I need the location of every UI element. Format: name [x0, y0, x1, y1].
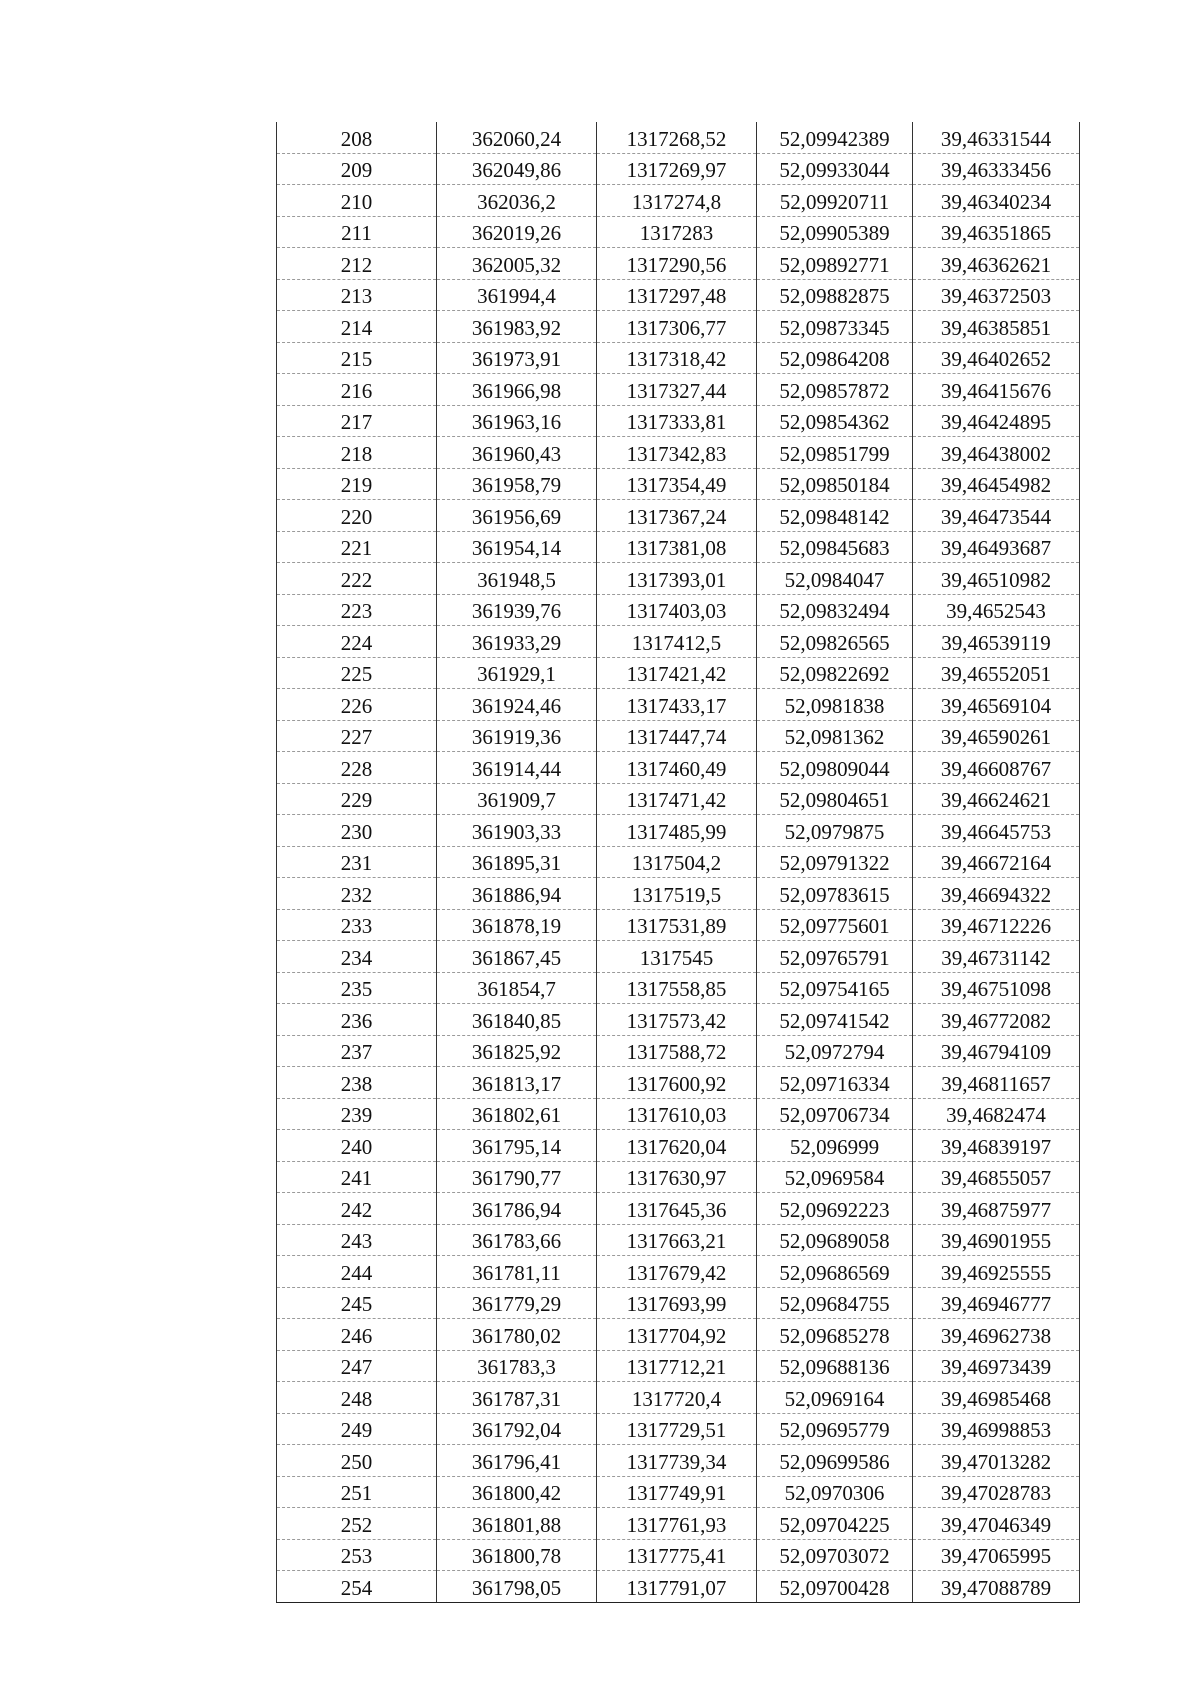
longitude-cell: 39,46712226: [913, 909, 1080, 941]
y-coordinate-cell: 1317269,97: [597, 153, 757, 185]
y-coordinate-cell: 1317403,03: [597, 594, 757, 626]
x-coordinate-cell: 361963,16: [437, 405, 597, 437]
latitude-cell: 52,09848142: [757, 500, 913, 532]
latitude-cell: 52,09851799: [757, 437, 913, 469]
x-coordinate-cell: 361914,44: [437, 752, 597, 784]
longitude-cell: 39,46794109: [913, 1035, 1080, 1067]
latitude-cell: 52,0969164: [757, 1382, 913, 1414]
x-coordinate-cell: 361795,14: [437, 1130, 597, 1162]
latitude-cell: 52,09775601: [757, 909, 913, 941]
longitude-cell: 39,46624621: [913, 783, 1080, 815]
latitude-cell: 52,09741542: [757, 1004, 913, 1036]
x-coordinate-cell: 361956,69: [437, 500, 597, 532]
longitude-cell: 39,46608767: [913, 752, 1080, 784]
x-coordinate-cell: 361973,91: [437, 342, 597, 374]
table-row: [277, 153, 1080, 185]
latitude-cell: 52,09892771: [757, 248, 913, 280]
x-coordinate-cell: 361958,79: [437, 468, 597, 500]
longitude-cell: 39,46385851: [913, 311, 1080, 343]
table-row: [277, 1445, 1080, 1477]
point-number-cell: 239: [277, 1098, 437, 1130]
y-coordinate-cell: 1317318,42: [597, 342, 757, 374]
point-number-cell: 227: [277, 720, 437, 752]
y-coordinate-cell: 1317460,49: [597, 752, 757, 784]
table-row: [277, 122, 1080, 153]
point-number-cell: 219: [277, 468, 437, 500]
point-number-cell: 229: [277, 783, 437, 815]
point-number-cell: 235: [277, 972, 437, 1004]
point-number-cell: 224: [277, 626, 437, 658]
x-coordinate-cell: 361909,7: [437, 783, 597, 815]
longitude-cell: 39,46415676: [913, 374, 1080, 406]
y-coordinate-cell: 1317283: [597, 216, 757, 248]
x-coordinate-cell: 361779,29: [437, 1287, 597, 1319]
y-coordinate-cell: 1317620,04: [597, 1130, 757, 1162]
x-coordinate-cell: 361867,45: [437, 941, 597, 973]
latitude-cell: 52,09706734: [757, 1098, 913, 1130]
latitude-cell: 52,09804651: [757, 783, 913, 815]
table-row: [277, 500, 1080, 532]
longitude-cell: 39,47046349: [913, 1508, 1080, 1540]
latitude-cell: 52,09933044: [757, 153, 913, 185]
point-number-cell: 253: [277, 1539, 437, 1571]
x-coordinate-cell: 361800,42: [437, 1476, 597, 1508]
latitude-cell: 52,09703072: [757, 1539, 913, 1571]
point-number-cell: 225: [277, 657, 437, 689]
x-coordinate-cell: 361933,29: [437, 626, 597, 658]
longitude-cell: 39,46438002: [913, 437, 1080, 469]
x-coordinate-cell: 361786,94: [437, 1193, 597, 1225]
x-coordinate-cell: 361903,33: [437, 815, 597, 847]
y-coordinate-cell: 1317679,42: [597, 1256, 757, 1288]
y-coordinate-cell: 1317693,99: [597, 1287, 757, 1319]
table-row: [277, 783, 1080, 815]
x-coordinate-cell: 361966,98: [437, 374, 597, 406]
longitude-cell: 39,46362621: [913, 248, 1080, 280]
longitude-cell: 39,46901955: [913, 1224, 1080, 1256]
table-row: [277, 1476, 1080, 1508]
latitude-cell: 52,09695779: [757, 1413, 913, 1445]
y-coordinate-cell: 1317791,07: [597, 1571, 757, 1603]
y-coordinate-cell: 1317761,93: [597, 1508, 757, 1540]
latitude-cell: 52,09716334: [757, 1067, 913, 1099]
y-coordinate-cell: 1317485,99: [597, 815, 757, 847]
latitude-cell: 52,09754165: [757, 972, 913, 1004]
point-number-cell: 237: [277, 1035, 437, 1067]
y-coordinate-cell: 1317471,42: [597, 783, 757, 815]
table-row: [277, 342, 1080, 374]
longitude-cell: 39,46925555: [913, 1256, 1080, 1288]
table-row: [277, 846, 1080, 878]
table-row: [277, 1224, 1080, 1256]
latitude-cell: 52,0970306: [757, 1476, 913, 1508]
table-row: [277, 1539, 1080, 1571]
point-number-cell: 210: [277, 185, 437, 217]
longitude-cell: 39,46839197: [913, 1130, 1080, 1162]
table-row: [277, 1571, 1080, 1603]
table-row: [277, 248, 1080, 280]
table-row: [277, 1382, 1080, 1414]
table-row: [277, 437, 1080, 469]
y-coordinate-cell: 1317519,5: [597, 878, 757, 910]
latitude-cell: 52,09689058: [757, 1224, 913, 1256]
y-coordinate-cell: 1317412,5: [597, 626, 757, 658]
table-row: [277, 563, 1080, 595]
longitude-cell: 39,46645753: [913, 815, 1080, 847]
table-row: [277, 941, 1080, 973]
point-number-cell: 213: [277, 279, 437, 311]
point-number-cell: 211: [277, 216, 437, 248]
latitude-cell: 52,09864208: [757, 342, 913, 374]
y-coordinate-cell: 1317342,83: [597, 437, 757, 469]
y-coordinate-cell: 1317749,91: [597, 1476, 757, 1508]
longitude-cell: 39,46402652: [913, 342, 1080, 374]
latitude-cell: 52,09882875: [757, 279, 913, 311]
y-coordinate-cell: 1317433,17: [597, 689, 757, 721]
point-number-cell: 241: [277, 1161, 437, 1193]
point-number-cell: 249: [277, 1413, 437, 1445]
x-coordinate-cell: 361780,02: [437, 1319, 597, 1351]
x-coordinate-cell: 361840,85: [437, 1004, 597, 1036]
latitude-cell: 52,0981838: [757, 689, 913, 721]
y-coordinate-cell: 1317306,77: [597, 311, 757, 343]
latitude-cell: 52,09700428: [757, 1571, 913, 1603]
x-coordinate-cell: 361798,05: [437, 1571, 597, 1603]
point-number-cell: 228: [277, 752, 437, 784]
point-number-cell: 226: [277, 689, 437, 721]
x-coordinate-cell: 361939,76: [437, 594, 597, 626]
latitude-cell: 52,0972794: [757, 1035, 913, 1067]
longitude-cell: 39,46772082: [913, 1004, 1080, 1036]
y-coordinate-cell: 1317354,49: [597, 468, 757, 500]
latitude-cell: 52,09692223: [757, 1193, 913, 1225]
point-number-cell: 221: [277, 531, 437, 563]
table-row: [277, 1319, 1080, 1351]
x-coordinate-cell: 361783,3: [437, 1350, 597, 1382]
table-row: [277, 1130, 1080, 1162]
table-row: [277, 1067, 1080, 1099]
x-coordinate-cell: 361854,7: [437, 972, 597, 1004]
x-coordinate-cell: 361800,78: [437, 1539, 597, 1571]
latitude-cell: 52,09809044: [757, 752, 913, 784]
table-row: [277, 878, 1080, 910]
point-number-cell: 250: [277, 1445, 437, 1477]
y-coordinate-cell: 1317268,52: [597, 122, 757, 153]
longitude-cell: 39,47065995: [913, 1539, 1080, 1571]
latitude-cell: 52,09765791: [757, 941, 913, 973]
y-coordinate-cell: 1317297,48: [597, 279, 757, 311]
point-number-cell: 234: [277, 941, 437, 973]
y-coordinate-cell: 1317531,89: [597, 909, 757, 941]
table-row: [277, 311, 1080, 343]
y-coordinate-cell: 1317630,97: [597, 1161, 757, 1193]
latitude-cell: 52,09920711: [757, 185, 913, 217]
y-coordinate-cell: 1317775,41: [597, 1539, 757, 1571]
point-number-cell: 246: [277, 1319, 437, 1351]
longitude-cell: 39,46454982: [913, 468, 1080, 500]
longitude-cell: 39,46569104: [913, 689, 1080, 721]
longitude-cell: 39,46590261: [913, 720, 1080, 752]
y-coordinate-cell: 1317645,36: [597, 1193, 757, 1225]
point-number-cell: 212: [277, 248, 437, 280]
point-number-cell: 242: [277, 1193, 437, 1225]
longitude-cell: 39,46731142: [913, 941, 1080, 973]
latitude-cell: 52,0979875: [757, 815, 913, 847]
y-coordinate-cell: 1317558,85: [597, 972, 757, 1004]
latitude-cell: 52,09905389: [757, 216, 913, 248]
y-coordinate-cell: 1317290,56: [597, 248, 757, 280]
table-row: [277, 1098, 1080, 1130]
longitude-cell: 39,46973439: [913, 1350, 1080, 1382]
x-coordinate-cell: 361781,11: [437, 1256, 597, 1288]
x-coordinate-cell: 361878,19: [437, 909, 597, 941]
table-row: [277, 1004, 1080, 1036]
point-number-cell: 216: [277, 374, 437, 406]
table-row: [277, 1287, 1080, 1319]
point-number-cell: 230: [277, 815, 437, 847]
point-number-cell: 244: [277, 1256, 437, 1288]
point-number-cell: 248: [277, 1382, 437, 1414]
x-coordinate-cell: 361994,4: [437, 279, 597, 311]
y-coordinate-cell: 1317333,81: [597, 405, 757, 437]
latitude-cell: 52,09704225: [757, 1508, 913, 1540]
table-row: [277, 374, 1080, 406]
x-coordinate-cell: 361886,94: [437, 878, 597, 910]
table-row: [277, 405, 1080, 437]
longitude-cell: 39,46539119: [913, 626, 1080, 658]
table-row: [277, 752, 1080, 784]
table-row: [277, 626, 1080, 658]
table-row: [277, 1350, 1080, 1382]
longitude-cell: 39,46372503: [913, 279, 1080, 311]
latitude-cell: 52,09873345: [757, 311, 913, 343]
table-row: [277, 689, 1080, 721]
point-number-cell: 215: [277, 342, 437, 374]
x-coordinate-cell: 362036,2: [437, 185, 597, 217]
y-coordinate-cell: 1317504,2: [597, 846, 757, 878]
coordinates-table: [276, 122, 1080, 1603]
point-number-cell: 236: [277, 1004, 437, 1036]
longitude-cell: 39,46552051: [913, 657, 1080, 689]
latitude-cell: 52,09783615: [757, 878, 913, 910]
x-coordinate-cell: 361783,66: [437, 1224, 597, 1256]
latitude-cell: 52,0969584: [757, 1161, 913, 1193]
table-row: [277, 815, 1080, 847]
x-coordinate-cell: 361825,92: [437, 1035, 597, 1067]
latitude-cell: 52,09684755: [757, 1287, 913, 1319]
longitude-cell: 39,46351865: [913, 216, 1080, 248]
longitude-cell: 39,46962738: [913, 1319, 1080, 1351]
point-number-cell: 223: [277, 594, 437, 626]
table-row: [277, 1035, 1080, 1067]
latitude-cell: 52,09857872: [757, 374, 913, 406]
point-number-cell: 222: [277, 563, 437, 595]
table-row: [277, 1413, 1080, 1445]
latitude-cell: 52,09688136: [757, 1350, 913, 1382]
longitude-cell: 39,46493687: [913, 531, 1080, 563]
longitude-cell: 39,46672164: [913, 846, 1080, 878]
x-coordinate-cell: 361790,77: [437, 1161, 597, 1193]
x-coordinate-cell: 362019,26: [437, 216, 597, 248]
longitude-cell: 39,4682474: [913, 1098, 1080, 1130]
longitude-cell: 39,46946777: [913, 1287, 1080, 1319]
y-coordinate-cell: 1317393,01: [597, 563, 757, 595]
x-coordinate-cell: 361948,5: [437, 563, 597, 595]
x-coordinate-cell: 361813,17: [437, 1067, 597, 1099]
y-coordinate-cell: 1317573,42: [597, 1004, 757, 1036]
point-number-cell: 232: [277, 878, 437, 910]
longitude-cell: 39,46510982: [913, 563, 1080, 595]
point-number-cell: 220: [277, 500, 437, 532]
table-row: [277, 720, 1080, 752]
y-coordinate-cell: 1317720,4: [597, 1382, 757, 1414]
y-coordinate-cell: 1317600,92: [597, 1067, 757, 1099]
latitude-cell: 52,09854362: [757, 405, 913, 437]
point-number-cell: 208: [277, 122, 437, 153]
table-row: [277, 972, 1080, 1004]
longitude-cell: 39,46985468: [913, 1382, 1080, 1414]
longitude-cell: 39,46424895: [913, 405, 1080, 437]
y-coordinate-cell: 1317545: [597, 941, 757, 973]
y-coordinate-cell: 1317421,42: [597, 657, 757, 689]
latitude-cell: 52,09826565: [757, 626, 913, 658]
table-row: [277, 1161, 1080, 1193]
y-coordinate-cell: 1317274,8: [597, 185, 757, 217]
y-coordinate-cell: 1317663,21: [597, 1224, 757, 1256]
x-coordinate-cell: 361801,88: [437, 1508, 597, 1540]
point-number-cell: 251: [277, 1476, 437, 1508]
point-number-cell: 247: [277, 1350, 437, 1382]
y-coordinate-cell: 1317739,34: [597, 1445, 757, 1477]
x-coordinate-cell: 361983,92: [437, 311, 597, 343]
point-number-cell: 240: [277, 1130, 437, 1162]
longitude-cell: 39,4652543: [913, 594, 1080, 626]
point-number-cell: 233: [277, 909, 437, 941]
x-coordinate-cell: 361895,31: [437, 846, 597, 878]
table-row: [277, 1508, 1080, 1540]
latitude-cell: 52,0984047: [757, 563, 913, 595]
point-number-cell: 209: [277, 153, 437, 185]
longitude-cell: 39,46340234: [913, 185, 1080, 217]
longitude-cell: 39,47013282: [913, 1445, 1080, 1477]
longitude-cell: 39,46811657: [913, 1067, 1080, 1099]
table-row: [277, 468, 1080, 500]
y-coordinate-cell: 1317447,74: [597, 720, 757, 752]
x-coordinate-cell: 362060,24: [437, 122, 597, 153]
table-row: [277, 216, 1080, 248]
latitude-cell: 52,09832494: [757, 594, 913, 626]
longitude-cell: 39,47028783: [913, 1476, 1080, 1508]
latitude-cell: 52,0981362: [757, 720, 913, 752]
latitude-cell: 52,09685278: [757, 1319, 913, 1351]
latitude-cell: 52,09699586: [757, 1445, 913, 1477]
point-number-cell: 252: [277, 1508, 437, 1540]
y-coordinate-cell: 1317367,24: [597, 500, 757, 532]
x-coordinate-cell: 361924,46: [437, 689, 597, 721]
latitude-cell: 52,09791322: [757, 846, 913, 878]
point-number-cell: 218: [277, 437, 437, 469]
y-coordinate-cell: 1317588,72: [597, 1035, 757, 1067]
longitude-cell: 39,46331544: [913, 122, 1080, 153]
x-coordinate-cell: 362005,32: [437, 248, 597, 280]
coordinates-table-body: [277, 122, 1080, 1602]
x-coordinate-cell: 361919,36: [437, 720, 597, 752]
table-row: [277, 185, 1080, 217]
y-coordinate-cell: 1317729,51: [597, 1413, 757, 1445]
latitude-cell: 52,09686569: [757, 1256, 913, 1288]
longitude-cell: 39,46694322: [913, 878, 1080, 910]
y-coordinate-cell: 1317712,21: [597, 1350, 757, 1382]
table-row: [277, 1256, 1080, 1288]
y-coordinate-cell: 1317704,92: [597, 1319, 757, 1351]
table-row: [277, 279, 1080, 311]
x-coordinate-cell: 361929,1: [437, 657, 597, 689]
longitude-cell: 39,47088789: [913, 1571, 1080, 1603]
longitude-cell: 39,46875977: [913, 1193, 1080, 1225]
y-coordinate-cell: 1317327,44: [597, 374, 757, 406]
x-coordinate-cell: 361954,14: [437, 531, 597, 563]
x-coordinate-cell: 362049,86: [437, 153, 597, 185]
longitude-cell: 39,46855057: [913, 1161, 1080, 1193]
x-coordinate-cell: 361792,04: [437, 1413, 597, 1445]
point-number-cell: 245: [277, 1287, 437, 1319]
latitude-cell: 52,096999: [757, 1130, 913, 1162]
point-number-cell: 254: [277, 1571, 437, 1603]
longitude-cell: 39,46333456: [913, 153, 1080, 185]
point-number-cell: 214: [277, 311, 437, 343]
x-coordinate-cell: 361960,43: [437, 437, 597, 469]
y-coordinate-cell: 1317610,03: [597, 1098, 757, 1130]
table-row: [277, 531, 1080, 563]
longitude-cell: 39,46998853: [913, 1413, 1080, 1445]
x-coordinate-cell: 361796,41: [437, 1445, 597, 1477]
longitude-cell: 39,46751098: [913, 972, 1080, 1004]
point-number-cell: 238: [277, 1067, 437, 1099]
point-number-cell: 243: [277, 1224, 437, 1256]
table-row: [277, 1193, 1080, 1225]
latitude-cell: 52,09822692: [757, 657, 913, 689]
table-row: [277, 594, 1080, 626]
point-number-cell: 231: [277, 846, 437, 878]
point-number-cell: 217: [277, 405, 437, 437]
y-coordinate-cell: 1317381,08: [597, 531, 757, 563]
x-coordinate-cell: 361802,61: [437, 1098, 597, 1130]
table-row: [277, 657, 1080, 689]
table-row: [277, 909, 1080, 941]
x-coordinate-cell: 361787,31: [437, 1382, 597, 1414]
latitude-cell: 52,09942389: [757, 122, 913, 153]
latitude-cell: 52,09850184: [757, 468, 913, 500]
longitude-cell: 39,46473544: [913, 500, 1080, 532]
latitude-cell: 52,09845683: [757, 531, 913, 563]
